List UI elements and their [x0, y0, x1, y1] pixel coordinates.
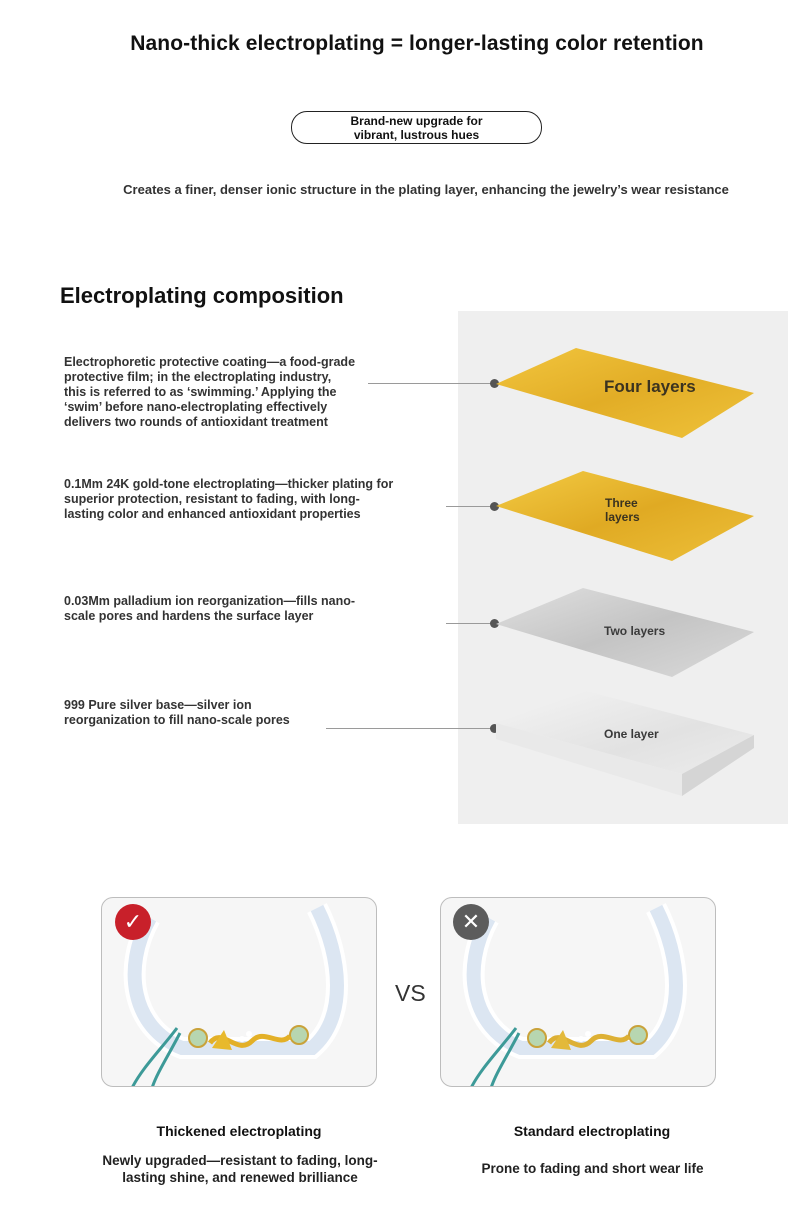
layer-two-text-1: 0.03Mm palladium ion reorganization—fills nano- [64, 594, 356, 608]
layer-four-text-5: delivers two rounds of antioxidant treatment [64, 415, 328, 429]
layer-four-text-4: ‘swim’ before nano-electroplating effectively [64, 400, 328, 414]
layer-four-text-1: Electrophoretic protective coating—a food-grade [64, 355, 356, 369]
layer-four-label: Four layers [604, 377, 696, 396]
composition-title: Electroplating composition [60, 283, 344, 308]
thickened-title: Thickened electroplating [156, 1123, 322, 1139]
page-subtitle: Creates a finer, denser ionic structure in the plating layer, enhancing the jewelry’s wear resistance [123, 182, 729, 197]
layer-three-label [605, 496, 640, 524]
layer-one-label: One layer [604, 727, 659, 741]
layer-two-text-2: scale pores and hardens the surface layer [64, 609, 314, 623]
layer-three-label-2: layers [605, 510, 640, 524]
layer-two-label: Two layers [604, 624, 666, 638]
layer-four-description [64, 355, 355, 430]
layer-one-description [64, 698, 290, 728]
check-icon: ✓ [115, 904, 151, 940]
upgrade-badge-line2: vibrant, lustrous hues [353, 128, 480, 142]
page-title: Nano-thick electroplating = longer-lasting color retention [130, 32, 704, 55]
layer-one-text-1: 999 Pure silver base—silver ion [64, 698, 252, 712]
vs-label: VS [395, 980, 426, 1006]
layer-three-text-3: lasting color and enhanced antioxidant properties [64, 507, 361, 521]
layer-three-text-2: superior protection, resistant to fading, with long- [64, 492, 360, 506]
upgrade-badge [291, 111, 542, 144]
thickened-desc-2: lasting shine, and renewed brilliance [122, 1170, 358, 1185]
layer-two-description [64, 594, 355, 624]
layer-three-label-1: Three [605, 496, 638, 510]
layer-one-text-2: reorganization to fill nano-scale pores [64, 713, 290, 727]
thickened-description [60, 1152, 420, 1186]
layer-three-description [64, 477, 393, 522]
thickened-desc-1: Newly upgraded—resistant to fading, long- [102, 1153, 378, 1168]
cross-icon: ✕ [453, 904, 489, 940]
layer-three-text-1: 0.1Mm 24K gold-tone electroplating—thicker plating for [64, 477, 394, 491]
upgrade-badge-line1: Brand-new upgrade for [350, 114, 483, 128]
standard-title: Standard electroplating [513, 1123, 671, 1139]
standard-description: Prone to fading and short wear life [481, 1161, 704, 1176]
layer-four-text-3: this is referred to as ‘swimming.’ Applying the [64, 385, 337, 399]
layer-four-text-2: protective film; in the electroplating industry, [64, 370, 332, 384]
